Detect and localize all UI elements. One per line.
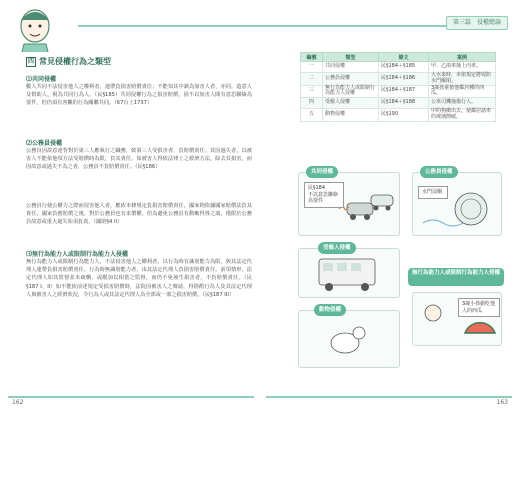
cell-type: 共同侵權 — [323, 62, 379, 73]
cell-case: 甲的狗衝出去，使鄰居諸車的玻璃擦破。 — [429, 109, 496, 122]
section-number-mark: 四 — [27, 57, 34, 65]
table-header-row — [301, 53, 496, 62]
book-spread — [8, 52, 512, 412]
water-gate-icon — [413, 173, 501, 235]
cell-article: 民§190 — [379, 109, 429, 122]
cell-case: 大水來時，未依規定將堤防水門關閉。 — [429, 73, 496, 86]
cell-article: 民§184＋§188 — [379, 98, 429, 109]
tag-minor-tort: 無行為能力人或限制行為能力人侵權 — [408, 268, 504, 286]
cell-number: 一 — [301, 62, 323, 73]
page-header — [8, 14, 512, 36]
note-public-official: 水門沒關 — [418, 186, 448, 199]
tag-employee-tort: 受僱人侵權 — [318, 242, 356, 254]
public-official-illustration — [412, 172, 502, 236]
note-minor-tort: 3歲小孩偷吃他人的西瓜 — [458, 298, 500, 317]
col-header-type: 類型 — [323, 53, 379, 62]
right-page-number: 163 — [496, 399, 508, 406]
right-page — [262, 52, 512, 412]
header-rule — [78, 25, 508, 27]
cell-type: 動物侵權 — [323, 109, 379, 122]
cell-article: 民§184＋§186 — [379, 73, 429, 86]
cell-type: 受僱人侵權 — [323, 98, 379, 109]
table-row — [301, 85, 496, 98]
col-header-article: 條文 — [379, 53, 429, 62]
left-footer-rule — [8, 396, 254, 398]
cell-number: 三 — [301, 85, 323, 98]
cell-case: 3歲孩童搶他鄰居種的西瓜。 — [429, 85, 496, 98]
paragraph-joint-tort: 數人共同不法侵害他人之權利者，連帶負損害賠償責任；不能知其中孰為加害人者，亦同。造意人及幫助人，視為共同行為人。（民§185）共同侵權行為之損害賠償，固不以加害人間有意思聯絡為要件，但仍須有客觀的行為關聯共同。（67台上1737） — [26, 84, 252, 107]
table-row — [301, 62, 496, 73]
cell-number: 五 — [301, 109, 323, 122]
left-page — [8, 52, 258, 412]
col-header-case: 案例 — [429, 53, 496, 62]
cell-article: 民§184＋§185 — [379, 62, 429, 73]
tag-animal-tort: 動物侵權 — [314, 304, 346, 316]
left-page-number: 162 — [12, 399, 24, 406]
tag-joint-tort: 共同侵權 — [306, 166, 338, 178]
chapter-tab: 第三篇 侵權總論 — [446, 16, 508, 30]
cell-case: 甲、乙兩車撞上丙車。 — [429, 62, 496, 73]
subhead-minor-tort: ⑶無行為能力人或限制行為能力人侵權 — [26, 251, 129, 258]
section-title-text: 常見侵權行為之類型 — [39, 57, 111, 66]
subhead-public-official-tort: ⑵公務員侵權 — [26, 140, 63, 147]
table-row — [301, 109, 496, 122]
tag-public-official-tort: 公務員侵權 — [420, 166, 458, 178]
bus-icon — [299, 249, 399, 297]
employee-tort-illustration — [298, 248, 400, 298]
cell-article: 民§184＋§187 — [379, 85, 429, 98]
paragraph-state-compensation: 公務員行使公權力之際而侵害他人者，應依本條規定負損害賠償責任，國家則依據國家賠償法負其責任。國家負擔賠償之後，對於公務員也有求償權。但為避免公務員有動輒得咎之虞，僅限於公務員故意或重大過失始須負責。（國賠§4 II） — [26, 203, 252, 226]
tort-types-table — [300, 52, 496, 122]
dog-icon — [299, 311, 399, 367]
section-title — [26, 56, 111, 67]
note-joint-tort: 民§184 不以意思聯絡為要件 — [304, 182, 344, 208]
cell-number: 二 — [301, 73, 323, 86]
animal-tort-illustration — [298, 310, 400, 368]
paragraph-public-official-tort: 公務員因故意違背對於第三人應執行之職務，致第三人受損害者，負賠償責任。其因過失者，以被害人不能依他項方法受賠償時為限，負其責任。如被害人得依法律上之救濟方法，除去其損害，而因故意或過失不為之者，公務員不負賠償責任。（民§186） — [26, 148, 252, 171]
cell-case: 公車司機撞傷行人。 — [429, 98, 496, 109]
paragraph-minor-tort: 無行為能力人或限制行為能力人，不法侵害他人之權利者，以行為時有識別能力為限，與其法定代理人連帶負損害賠償責任。行為時無識別能力者，由其法定代理人負損害賠償責任。前項情形，法定代理人如其監督並未疏懈，或縱加以相當之監督，而仍不免發生損害者，不負賠償責任。（民§187 I、II）如不能依前述規定受損害賠償時，法院因被害人之聲請，得斟酌行為人及其法定代理人與被害人之經濟狀況，令行為人或其法定代理人為全部或一部之損害賠償。（民§187 III） — [26, 259, 252, 298]
subhead-joint-tort: ⑴共同侵權 — [26, 76, 57, 83]
cell-number: 四 — [301, 98, 323, 109]
col-header-number: 編號 — [301, 53, 323, 62]
table-row — [301, 73, 496, 86]
cell-type: 公務員侵權 — [323, 73, 379, 86]
right-footer-rule — [266, 396, 512, 398]
cell-type: 無行為能力人或限制行為能力人侵權 — [323, 85, 379, 98]
